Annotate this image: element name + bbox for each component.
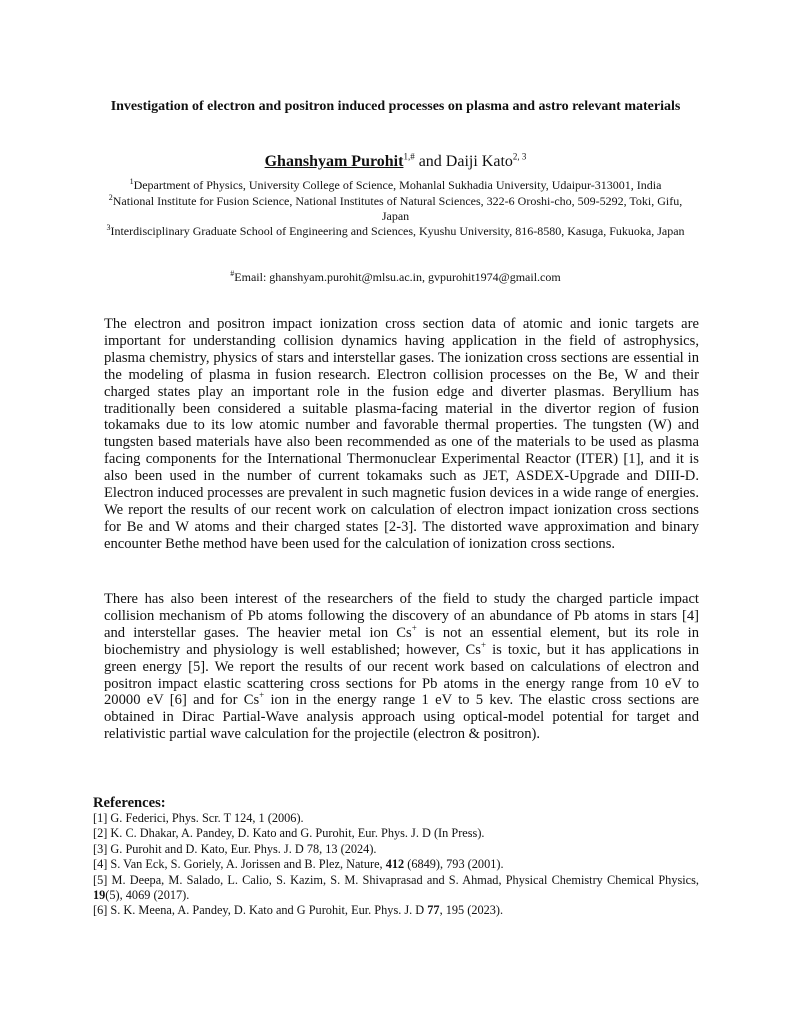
lead-author: Ghanshyam Purohit	[264, 153, 404, 170]
affiliation-1-text: Department of Physics, University College of Science, Mohanlal Sukhadia University, Udaipur-313001, India	[133, 178, 662, 192]
affiliation-2	[96, 194, 695, 224]
affiliation-3	[96, 224, 695, 239]
reference-text: [6] S. K. Meena, A. Pandey, D. Kato and G Purohit, Eur. Phys. J. D	[93, 903, 428, 918]
reference-volume: 77	[427, 903, 440, 918]
affiliation-3-superscript: 3	[106, 223, 111, 232]
paragraph-2-text: is toxic, but it has applications in green energy [5]. We report the results of our recent work based on calculations of electron and positron impact elastic scattering cross sections for Pb atoms in the energy range from 10 eV to 20000 eV [6] and for Cs	[104, 641, 700, 709]
co-author-superscript: 2, 3	[512, 151, 527, 162]
references-heading: References:	[93, 795, 166, 811]
abstract-paragraph-2	[104, 591, 699, 743]
reference-item: [1] G. Federici, Phys. Scr. T 124, 1 (2006).	[93, 811, 304, 825]
lead-author-superscript: 1,#	[403, 151, 415, 162]
author-line	[0, 152, 791, 172]
affiliation-1-superscript: 1	[129, 177, 134, 186]
abstract-paragraph-1: The electron and positron impact ionization cross section data of atomic and ionic targets are important for understanding collision dynamics having application in the field of astrophysics, plasma chemistry, physics of stars and interstellar gases. The ionization cross sections are essential in the modeling of plasma in fusion research. Electron collision processes on the Be, W and their charged states play an important role in the fusion edge and diverter plasmas. Beryllium has traditionally been considered a suitable plasma-facing material in the divertor region of fusion tokamaks due to its low atomic number and favorable thermal properties. The tungsten (W) and tungsten based materials have also been recommended as one of the materials to be used as plasma facing components for the International Thermonuclear Experimental Reactor (ITER) [1], and it is also been used in the number of current tokamaks such as JET, ASDEX-Upgrade and DIII-D. Electron induced processes are prevalent in such magnetic fusion devices in a wide range of energies. We report the results of our recent work on calculation of electron impact ionization cross sections for Be and W atoms and their charged states [2-3]. The distorted wave approximation and binary encounter Bethe method have been used for the calculation of ionization cross sections.	[104, 316, 699, 552]
reference-list	[93, 811, 699, 919]
affiliation-2-superscript: 2	[108, 193, 113, 202]
email-text: Email: ghanshyam.purohit@mlsu.ac.in, gvpurohit1974@gmail.com	[234, 270, 561, 284]
reference-text: (6849), 793 (2001).	[404, 857, 504, 872]
email-line	[0, 270, 791, 285]
co-author: and Daiji Kato	[414, 153, 513, 170]
reference-item	[93, 857, 699, 872]
reference-text: (5), 4069 (2017).	[105, 888, 190, 903]
cs-ion-superscript: +	[411, 622, 417, 633]
reference-item	[93, 903, 699, 918]
affiliation-1	[96, 178, 695, 193]
reference-text: [4] S. Van Eck, S. Goriely, A. Jorissen and B. Plez, Nature,	[93, 857, 386, 872]
paragraph-2-text: is not an essential element, but its role in biochemistry and physiology is well established; however, Cs	[104, 624, 699, 658]
affiliation-3-text: Interdisciplinary Graduate School of Engineering and Sciences, Kyushu University, 816-8580, Kasuga, Fukuoka, Japan	[110, 224, 685, 238]
email-superscript: #	[230, 269, 235, 278]
reference-text: [5] M. Deepa, M. Salado, L. Calio, S. Kazim, S. M. Shivaprasad and S. Ahmad, Physical Chemistry Chemical Physics,	[93, 872, 699, 887]
reference-item: [3] G. Purohit and D. Kato, Eur. Phys. J. D 78, 13 (2024).	[93, 841, 377, 856]
paragraph-2-text: ion in the energy range 1 eV to 5 kev. The elastic cross sections are obtained in Dirac Partial-Wave analysis approach using optical-model potential for target and relativistic partial wave calculation for the projectile (electron & positron).	[104, 692, 700, 743]
reference-volume: 412	[385, 857, 405, 872]
reference-item	[93, 873, 699, 904]
paragraph-2-text: There has also been interest of the researchers of the field to study the charged particle impact collision mechanism of Pb atoms following the discovery of an abundance of Pb atoms in stars [4] and interstellar gases. The heavier metal ion Cs	[104, 591, 699, 641]
reference-text: , 195 (2023).	[439, 903, 504, 918]
cs-ion-superscript: +	[480, 639, 487, 650]
cs-ion-superscript: +	[259, 690, 265, 701]
affiliation-2-text: National Institute for Fusion Science, National Institutes of Natural Sciences, 322-6 Oroshi-cho, 509-5292, Toki, Gifu, Japan	[112, 194, 683, 223]
reference-volume: 19	[93, 888, 106, 903]
paper-title: Investigation of electron and positron induced processes on plasma and astro relevant materials	[110, 99, 681, 114]
reference-item: [2] K. C. Dhakar, A. Pandey, D. Kato and G. Purohit, Eur. Phys. J. D (In Press).	[93, 826, 485, 841]
